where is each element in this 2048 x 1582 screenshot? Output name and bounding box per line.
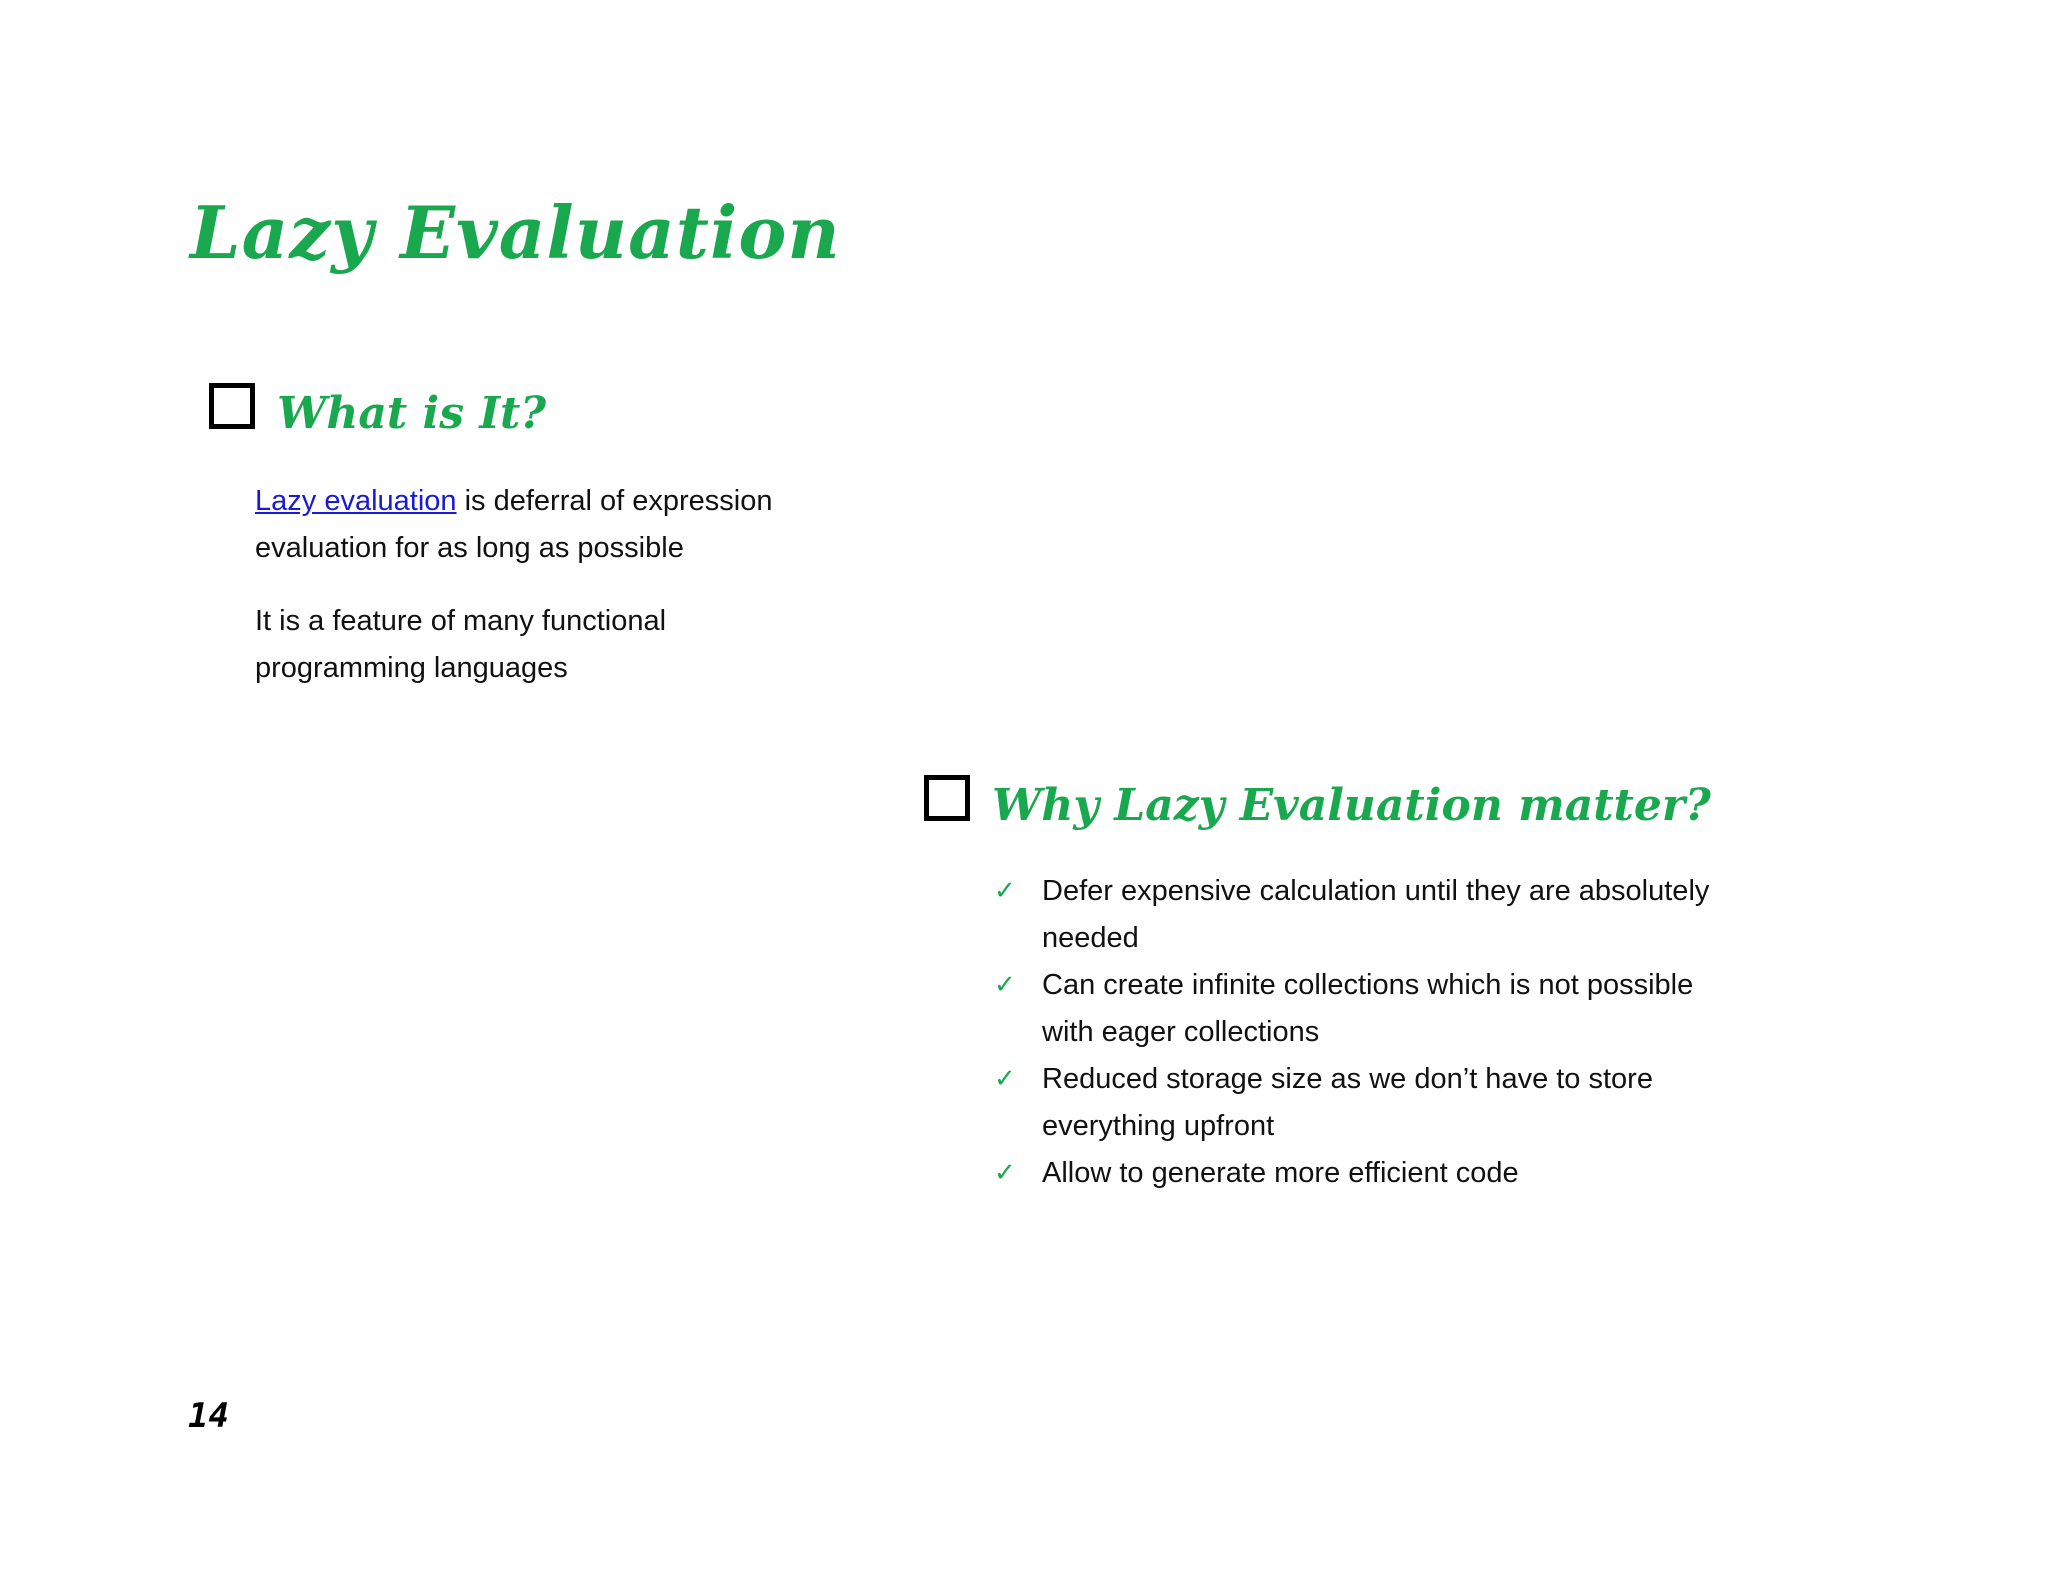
lazy-evaluation-link[interactable]: Lazy evaluation [255,485,457,517]
section-title-why: Why Lazy Evaluation matter? [992,780,1711,831]
definition-paragraph [255,478,815,572]
list-item [994,962,1714,1056]
definition-text: is deferral of expression evaluation for as long as possible [255,485,773,564]
why-checklist [994,868,1714,1197]
list-item [994,1056,1714,1150]
list-item [994,868,1714,962]
feature-paragraph [255,598,815,704]
slide-title: Lazy Evaluation [190,190,841,275]
page-number: 14 [188,1396,229,1436]
list-item-text: Reduced storage size as we don’t have to store everything upfront [1042,1063,1653,1142]
section-heading-why [924,780,1711,831]
checkmark-icon: ✓ [994,970,1016,1000]
list-item [994,1150,1714,1197]
list-item-text: Defer expensive calculation until they are absolutely needed [1042,875,1710,954]
checkmark-icon: ✓ [994,1064,1016,1094]
square-bullet-icon [209,383,255,429]
what-body [255,478,815,730]
section-title-what: What is It? [277,388,547,439]
list-item-text: Allow to generate more efficient code [1042,1157,1519,1189]
square-bullet-icon [924,775,970,821]
section-heading-what [209,388,546,439]
checkmark-icon: ✓ [994,1158,1016,1188]
feature-text-line-2: programming languages [255,652,568,684]
feature-text-line-1: It is a feature of many functional [255,605,667,637]
checkmark-icon: ✓ [994,876,1016,906]
list-item-text: Can create infinite collections which is not possible with eager collections [1042,969,1694,1048]
